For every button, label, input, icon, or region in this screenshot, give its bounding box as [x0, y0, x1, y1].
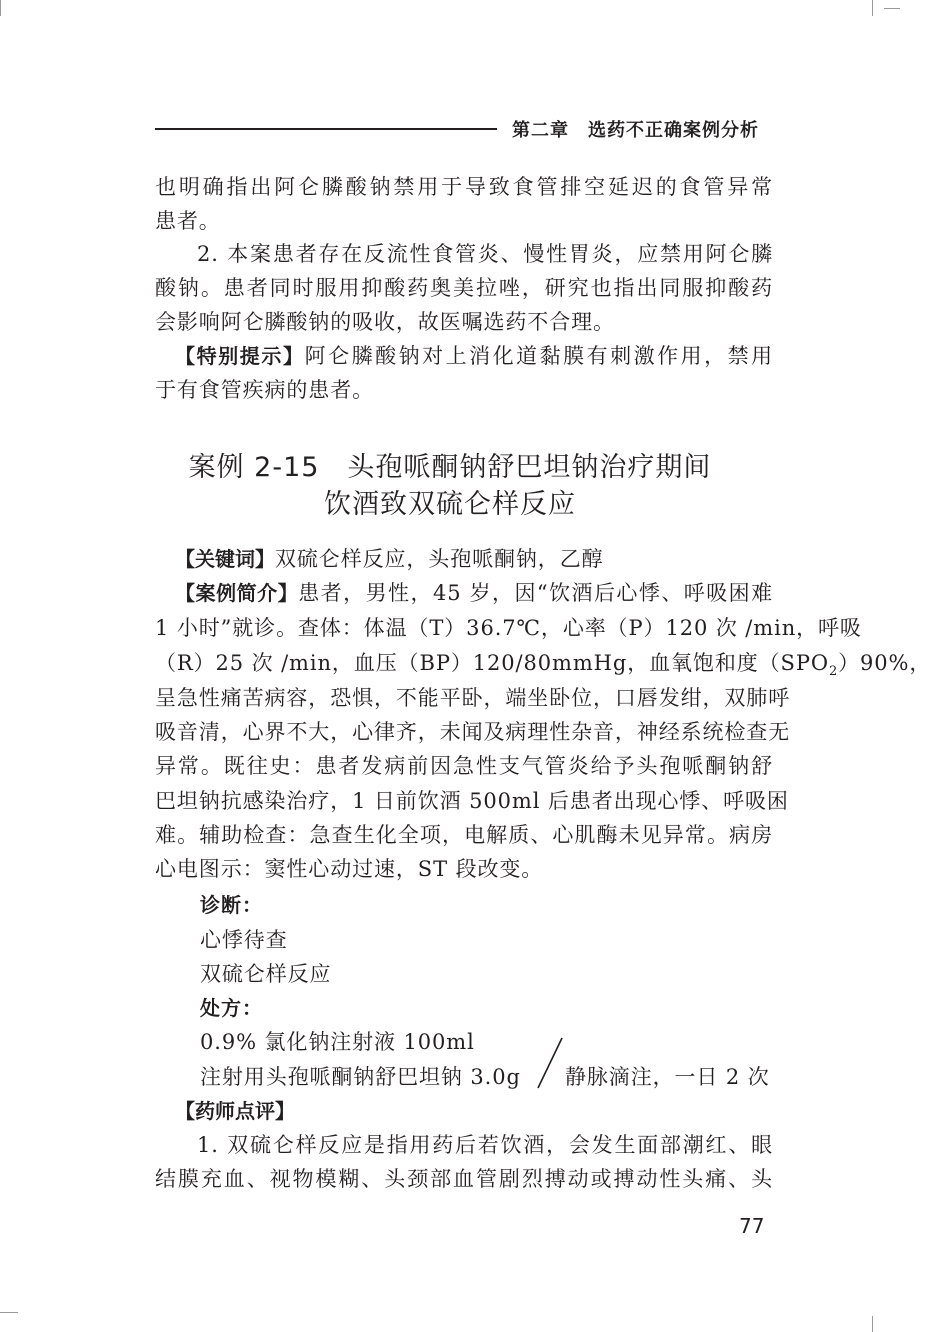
prescription-label: 处方：	[200, 996, 263, 1020]
summary-line5: 吸音清，心界不大，心律齐，未闻及病理性杂音，神经系统检查无	[155, 720, 791, 744]
review-label: 【药师点评】	[175, 1099, 295, 1123]
review-label-line	[175, 1094, 295, 1128]
diagnosis-item: 心悸待查	[200, 928, 288, 952]
para2-line3: 会影响阿仑膦酸钠的吸收，故医嘱选药不合理。	[155, 310, 615, 334]
summary-line2: 1 小时”就诊。查体：体温（T）36.7℃，心率（P）120 次 /min，呼吸	[155, 616, 862, 640]
prescription-usage: 静脉滴注，一日 2 次	[565, 1065, 770, 1089]
case-title-line2: 饮酒致双硫仑样反应	[324, 489, 576, 520]
summary-line1	[155, 576, 773, 610]
tip-line1	[155, 339, 773, 373]
para2-line1: 2. 本案患者存在反流性食管炎、慢性胃炎，应禁用阿仑膦	[197, 242, 773, 266]
para1-line1: 也明确指出阿仑膦酸钠禁用于导致食管排空延迟的食管异常	[155, 175, 773, 199]
summary-line6: 异常。既往史：患者发病前因急性支气管炎给予头孢哌酮钠舒	[155, 754, 773, 778]
summary-line7: 巴坦钠抗感染治疗，1 日前饮酒 500ml 后患者出现心悸、呼吸困	[155, 789, 789, 813]
crop-mark-top-right	[872, 0, 873, 16]
para1-line2: 患者。	[155, 209, 221, 233]
crop-mark-top-left	[0, 0, 1, 16]
summary-line4: 呈急性痛苦病容，恐惧，不能平卧，端坐卧位，口唇发绀，双肺呼	[155, 686, 791, 710]
crop-mark-right-bottom	[872, 1316, 873, 1332]
review-line2: 结膜充血、视物模糊、头颈部血管剧烈搏动或搏动性头痛、头	[155, 1167, 773, 1191]
summary-text1: 患者，男性，45 岁，因“饮酒后心悸、呼吸困难	[298, 581, 774, 605]
chapter-header: 第二章 选药不正确案例分析	[512, 120, 759, 141]
tip-text: 阿仑膦酸钠对上消化道黏膜有刺激作用，禁用	[304, 344, 774, 368]
prescription-item-2: 注射用头孢哌酮钠舒巴坦钠 3.0g	[200, 1065, 521, 1089]
subscript-2: 2	[828, 664, 839, 680]
prescription-item-1: 0.9% 氯化钠注射液 100ml	[200, 1030, 475, 1054]
diagnosis-label: 诊断：	[200, 893, 263, 917]
keywords-line	[155, 542, 604, 576]
crop-mark-left-bottom	[0, 1312, 18, 1313]
prescription-slash	[534, 1036, 564, 1090]
summary-line8: 难。辅助检查：急查生化全项，电解质、心肌酶未见异常。病房	[155, 823, 773, 847]
review-line1: 1. 双硫仑样反应是指用药后若饮酒，会发生面部潮红、眼	[197, 1133, 773, 1157]
crop-mark-right-top	[884, 8, 900, 9]
case-title-line1: 案例 2-15 头孢哌酮钠舒巴坦钠治疗期间	[188, 452, 712, 483]
summary-line9: 心电图示：窦性心动过速，ST 段改变。	[155, 857, 544, 881]
diagnosis-item: 双硫仑样反应	[200, 962, 332, 986]
header-rule	[155, 128, 497, 130]
keywords-label: 【关键词】	[175, 547, 275, 571]
keywords-text: 双硫仑样反应，头孢哌酮钠，乙醇	[275, 547, 604, 571]
summary-label: 【案例简介】	[175, 581, 299, 605]
para2-line2: 酸钠。患者同时服用抑酸药奥美拉唑，研究也指出同服抑酸药	[155, 276, 773, 300]
tip-line2: 于有食管疾病的患者。	[155, 378, 374, 402]
page-number: 77	[739, 1214, 765, 1238]
tip-label: 【特别提示】	[175, 344, 305, 368]
summary-line3: （R）25 次 /min，血压（BP）120/80mmHg，血氧饱和度$(SPO_2)90\%$，	[155, 651, 931, 680]
